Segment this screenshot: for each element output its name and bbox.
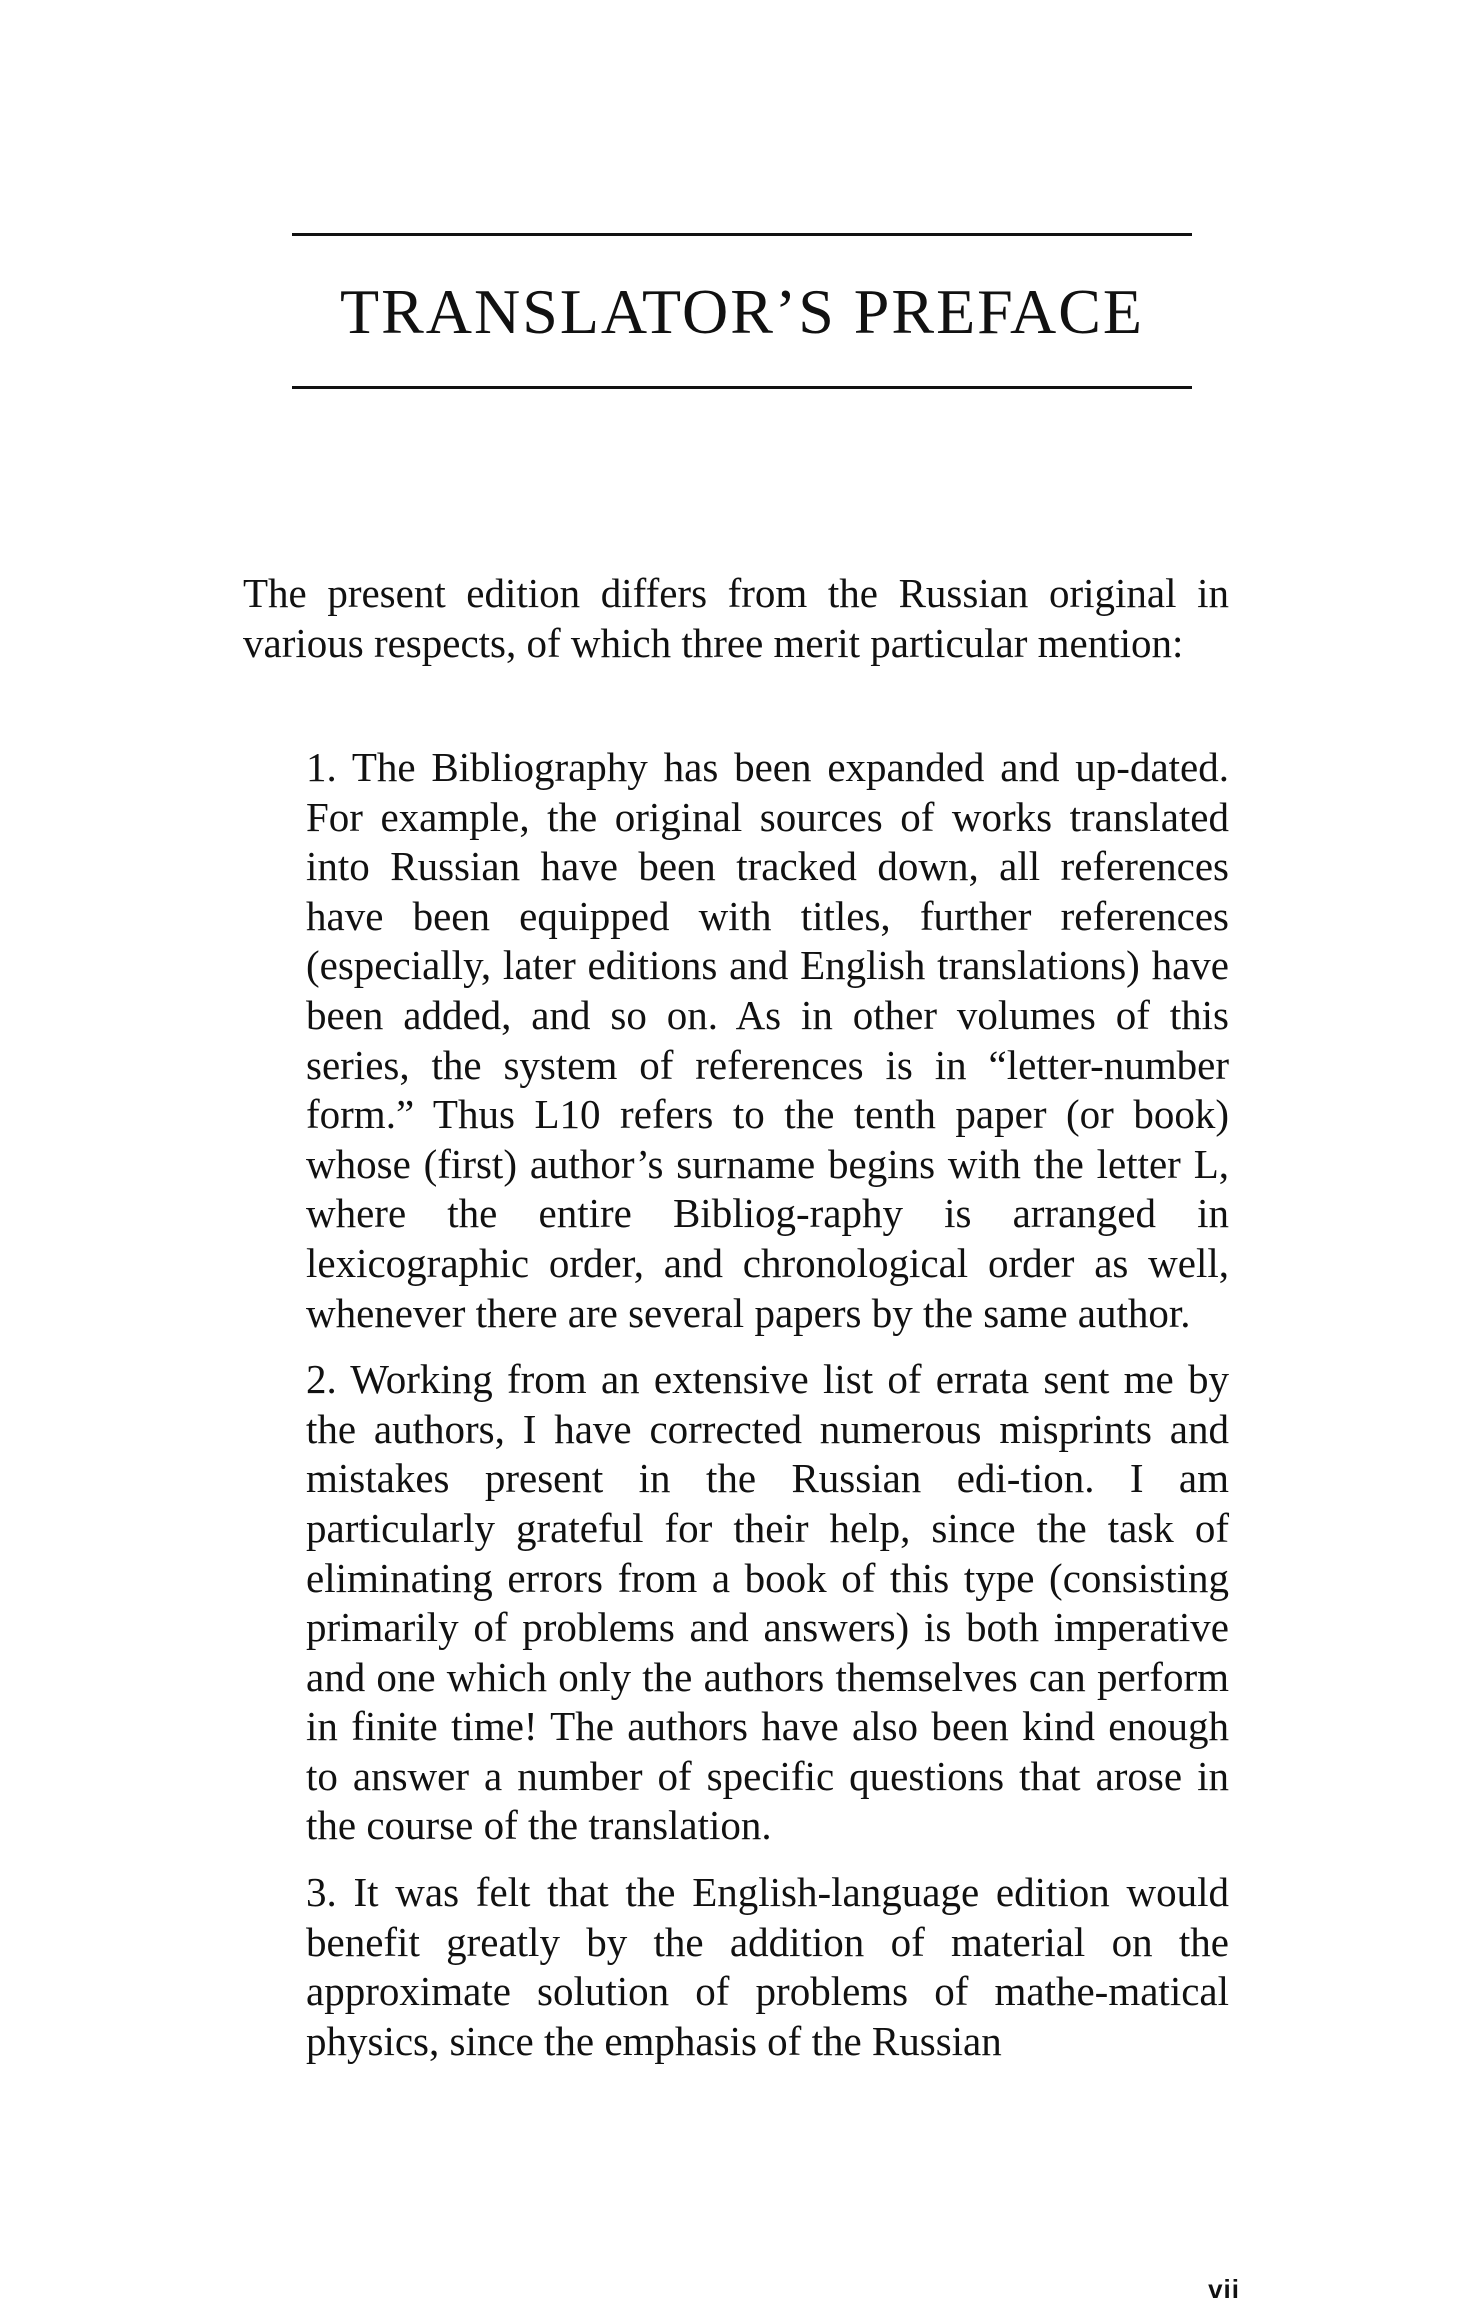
title-rule-bottom: [292, 386, 1192, 389]
list-item: [306, 1868, 1229, 2066]
list-item-number: 1.: [306, 744, 337, 790]
list-item: [306, 1355, 1229, 1851]
list-item-number: 2.: [306, 1356, 337, 1403]
list-item-number: 3.: [306, 1869, 337, 1916]
page-number: vii: [1208, 2274, 1240, 2304]
list-item: [306, 743, 1229, 1338]
list-item-text: It was felt that the English-language edition would benefit greatly by the addition of material on the approximate solution of problems of mathe-matical physics, since the emphasis of the Russian: [306, 1869, 1229, 2064]
numbered-list: [306, 743, 1229, 2083]
list-item-text: The Bibliography has been expanded and up-dated. For example, the original sources of works translated into Russian have been tracked down, all references have been equipped with titles, further references (especially, later editions and English translations) have been added, and so on. As in other volumes of this series, the system of references is in “letter-number form.” Thus L10 refers to the tenth paper (or book) whose (first) author’s surname begins with the letter L, where the entire Bibliog-raphy is arranged in lexicographic order, and chronological order as well, whenever there are several papers by the same author.: [306, 744, 1229, 1336]
title-rule-top: [292, 233, 1192, 236]
list-item-text: Working from an extensive list of errata sent me by the authors, I have corrected numerous misprints and mistakes present in the Russian edi-tion. I am particularly grateful for their help, since the task of eliminating errors from a book of this type (consisting primarily of problems and answers) is both imperative and one which only the authors themselves can perform in finite time! The authors have also been kind enough to answer a number of specific questions that arose in the course of the translation.: [306, 1356, 1229, 1849]
page-title: TRANSLATOR’S PREFACE: [340, 276, 1144, 347]
intro-paragraph: The present edition differs from the Russian original in various respects, of which three merit particular mention:: [243, 570, 1229, 666]
